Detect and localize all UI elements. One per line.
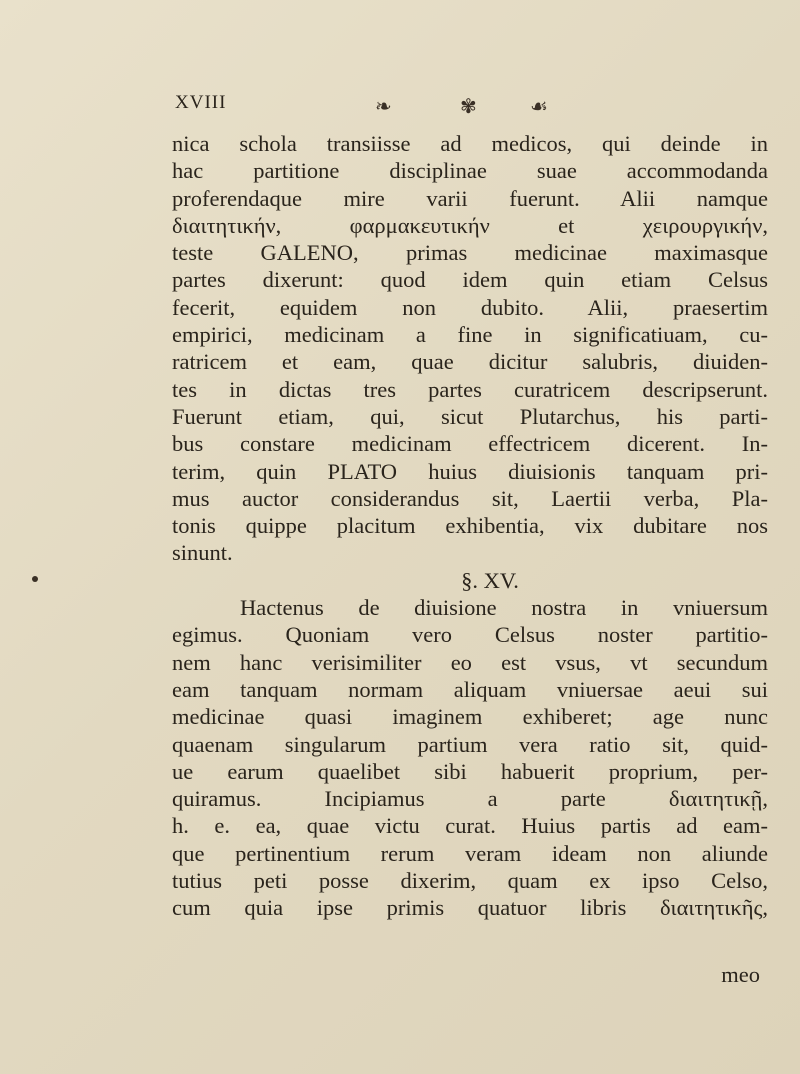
fleuron-ornament-center: ✾ <box>460 96 477 118</box>
text-line: medicinae quasi imaginem exhiberet; age nunc <box>172 704 768 730</box>
text-line: fecerit, equidem non dubito. Alii, praesertim <box>172 294 768 320</box>
text-line: h. e. ea, quae victu curat. Huius partis ad eam- <box>172 813 768 839</box>
text-line: empirici, medicinam a fine in significatiuam, cu- <box>172 322 768 348</box>
fleuron-ornament-right: ☙ <box>530 96 548 118</box>
fleuron-ornament-left: ❧ <box>375 96 392 118</box>
text-line: partes dixerunt: quod idem quin etiam Celsus <box>172 267 768 293</box>
running-head <box>175 92 765 122</box>
text-line: sinunt. <box>172 540 233 566</box>
text-line: hac partitione disciplinae suae accommodanda <box>172 158 768 184</box>
text-line: bus constare medicinam effectricem dicerent. In- <box>172 431 768 457</box>
text-line: Hactenus de diuisione nostra in vniuersum <box>240 595 768 621</box>
catchword: meo <box>721 962 760 987</box>
text-line: tonis quippe placitum exhibentia, vix dubitare nos <box>172 513 768 539</box>
text-line: eam tanquam normam aliquam vniuersae aeui sui <box>172 676 768 702</box>
text-line: proferendaque mire varii fuerunt. Alii namque <box>172 185 768 211</box>
text-line: nica schola transiisse ad medicos, qui deinde in <box>172 131 768 156</box>
text-line: teste GALENO, primas medicinae maximasque <box>172 240 768 266</box>
text-line: Fuerunt etiam, qui, sicut Plutarchus, his parti- <box>172 403 768 429</box>
text-line: tutius peti posse dixerim, quam ex ipso Celso, <box>172 868 768 894</box>
text-line: nem hanc verisimiliter eo est vsus, vt secundum <box>172 649 768 675</box>
text-block <box>172 130 768 922</box>
text-line: egimus. Quoniam vero Celsus noster partitio- <box>172 622 768 648</box>
text-line: quaenam singularum partium vera ratio sit, quid- <box>172 731 768 757</box>
text-line: διαιτητικήν, φαρμακευτικήν et χειρουργικήν, <box>172 212 768 238</box>
text-line: ue earum quaelibet sibi habuerit proprium, per- <box>172 758 768 784</box>
text-line: tes in dictas tres partes curatricem descripserunt. <box>172 376 768 402</box>
text-line: terim, quin PLATO huius diuisionis tanquam pri- <box>172 458 768 484</box>
section-heading: §. XV. <box>461 567 519 593</box>
text-line: mus auctor considerandus sit, Laertii verba, Pla- <box>172 485 768 511</box>
margin-mark <box>32 576 38 582</box>
text-line: que pertinentium rerum veram ideam non aliunde <box>172 840 768 866</box>
page-number: XVIII <box>175 92 227 113</box>
text-line: ratricem et eam, quae dicitur salubris, diuiden- <box>172 349 768 375</box>
text-line: quiramus. Incipiamus a parte διαιτητικῇ, <box>172 786 768 812</box>
text-line: cum quia ipse primis quatuor libris διαιτητικῆς, <box>172 895 768 921</box>
